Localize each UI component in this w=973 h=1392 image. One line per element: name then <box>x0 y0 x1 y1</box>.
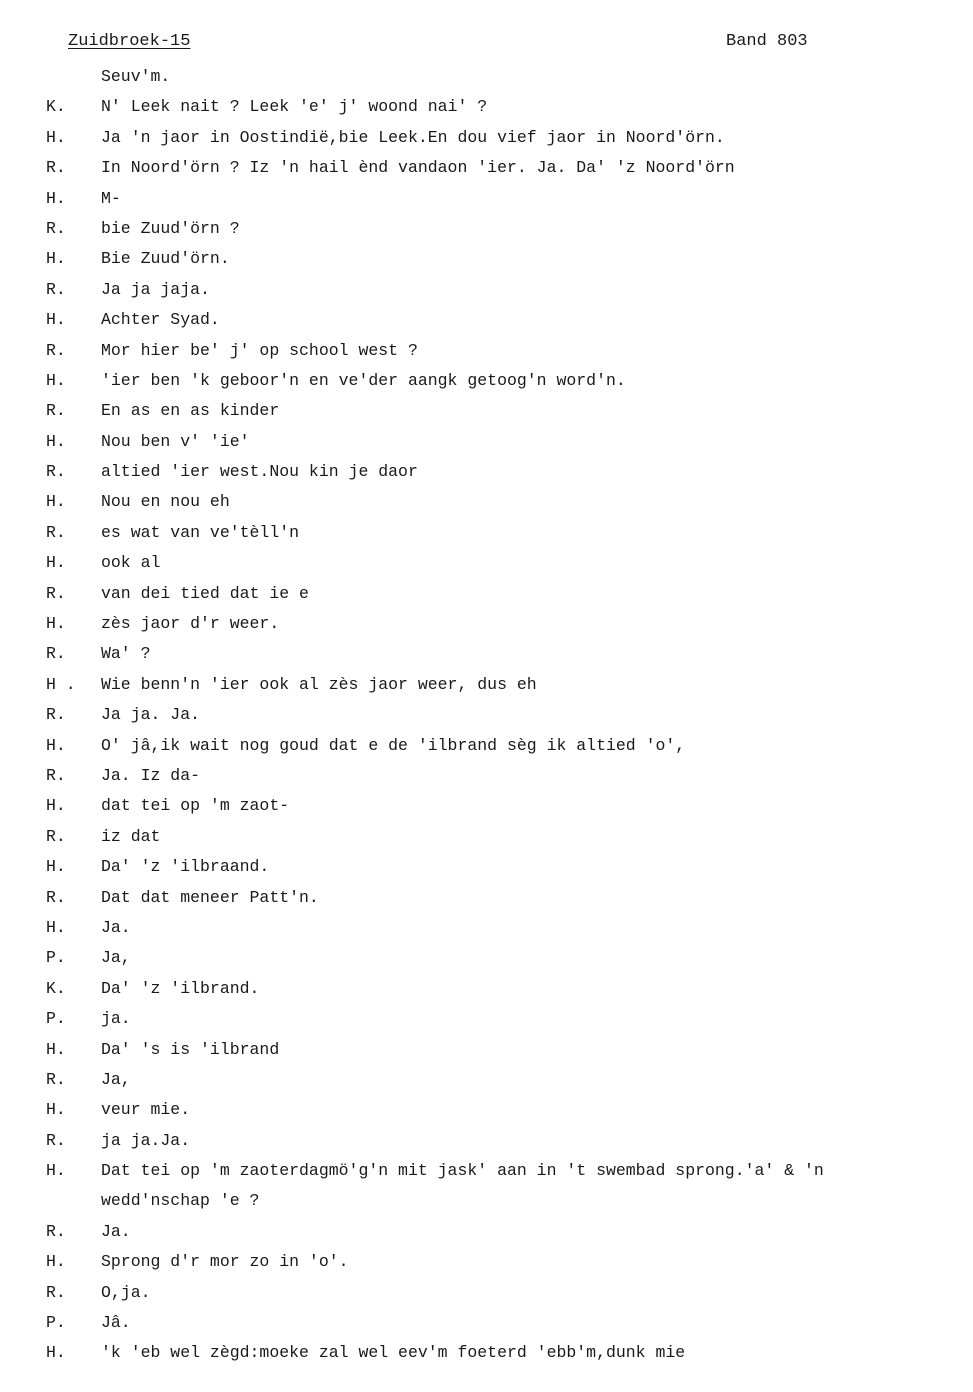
utterance-text: wedd'nschap 'e ? <box>101 1191 260 1211</box>
transcript-line <box>0 822 973 852</box>
transcript-line <box>0 153 973 183</box>
utterance-text: Dat dat meneer Patt'n. <box>101 887 319 907</box>
speaker-label: R. <box>46 826 66 846</box>
transcript-line <box>0 366 973 396</box>
transcript-line <box>0 1065 973 1095</box>
speaker-label: R. <box>46 887 66 907</box>
transcript-line <box>0 305 973 335</box>
transcript-line <box>0 214 973 244</box>
transcript-line <box>0 184 973 214</box>
speaker-label: H. <box>46 917 66 937</box>
speaker-label: H. <box>46 310 66 330</box>
utterance-text: es wat van ve'tèll'n <box>101 522 300 542</box>
utterance-text: Ja ja jaja. <box>101 279 210 299</box>
utterance-text: Achter Syad. <box>101 310 220 330</box>
transcript-line <box>0 427 973 457</box>
speaker-label: R. <box>46 1069 66 1089</box>
speaker-label: R. <box>46 462 66 482</box>
transcript-line <box>0 639 973 669</box>
transcript-line <box>0 974 973 1004</box>
utterance-text: ook al <box>101 553 161 573</box>
utterance-text: Nou ben v' 'ie' <box>101 431 250 451</box>
speaker-label: R. <box>46 765 66 785</box>
speaker-label: H. <box>46 796 66 816</box>
transcript-line <box>0 1126 973 1156</box>
speaker-label: H. <box>46 857 66 877</box>
speaker-label: H . <box>46 674 76 694</box>
transcript-line <box>0 336 973 366</box>
utterance-text: Ja, <box>101 948 131 968</box>
speaker-label: R. <box>46 401 66 421</box>
utterance-text: Ja ja. Ja. <box>101 705 201 725</box>
speaker-label: R. <box>46 279 66 299</box>
speaker-label: H. <box>46 1100 66 1120</box>
speaker-label: R. <box>46 158 66 178</box>
transcript-line <box>0 609 973 639</box>
utterance-text: zès jaor d'r weer. <box>101 614 280 634</box>
speaker-label: H. <box>46 614 66 634</box>
transcript-line <box>0 548 973 578</box>
speaker-label: R. <box>46 522 66 542</box>
utterance-text: Ja. <box>101 1221 131 1241</box>
utterance-text: Wie benn'n 'ier ook al zès jaor weer, dus eh <box>101 674 537 694</box>
utterance-text: Ja, <box>101 1069 131 1089</box>
utterance-text: Mor hier be' j' op school west ? <box>101 340 418 360</box>
speaker-label: P. <box>46 1009 66 1029</box>
speaker-label: H. <box>46 127 66 147</box>
transcript-line <box>0 62 973 92</box>
transcript <box>0 62 973 1369</box>
utterance-text: Bie Zuud'örn. <box>101 249 230 269</box>
transcript-line <box>0 852 973 882</box>
transcript-line <box>0 913 973 943</box>
utterance-text: Jâ. <box>101 1313 131 1333</box>
transcript-line <box>0 1035 973 1065</box>
utterance-text: Wa' ? <box>101 644 151 664</box>
transcript-line <box>0 1156 973 1186</box>
speaker-label: H. <box>46 1343 66 1363</box>
transcript-line <box>0 1004 973 1034</box>
transcript-line <box>0 123 973 153</box>
transcript-line <box>0 579 973 609</box>
band-number: Band 803 <box>726 32 808 51</box>
speaker-label: P. <box>46 1313 66 1333</box>
utterance-text: O,ja. <box>101 1282 151 1302</box>
speaker-label: H. <box>46 431 66 451</box>
transcript-line <box>0 943 973 973</box>
transcript-line <box>0 761 973 791</box>
speaker-label: K. <box>46 97 66 117</box>
utterance-text: veur mie. <box>101 1100 191 1120</box>
speaker-label: K. <box>46 978 66 998</box>
utterance-text: O' jâ,ik wait nog goud dat e de 'ilbrand sèg ik altied 'o', <box>101 735 686 755</box>
transcript-line <box>0 1308 973 1338</box>
utterance-text: Sprong d'r mor zo in 'o'. <box>101 1252 349 1272</box>
speaker-label: R. <box>46 705 66 725</box>
speaker-label: P. <box>46 948 66 968</box>
utterance-text: Seuv'm. <box>101 67 171 86</box>
utterance-text: Ja. <box>101 917 131 937</box>
transcript-line <box>0 1247 973 1277</box>
speaker-label: R. <box>46 644 66 664</box>
utterance-text: iz dat <box>101 826 161 846</box>
transcript-line <box>0 700 973 730</box>
transcript-line <box>0 275 973 305</box>
transcript-line <box>0 396 973 426</box>
transcript-line <box>0 518 973 548</box>
speaker-label: R. <box>46 583 66 603</box>
speaker-label: R. <box>46 340 66 360</box>
speaker-label: R. <box>46 1221 66 1241</box>
document-title: Zuidbroek-15 <box>68 32 191 51</box>
transcript-line <box>0 1186 973 1216</box>
speaker-label: H. <box>46 370 66 390</box>
page-header <box>0 32 973 60</box>
transcript-line <box>0 1338 973 1368</box>
transcript-line <box>0 92 973 122</box>
speaker-label: H. <box>46 1039 66 1059</box>
utterance-text: altied 'ier west.Nou kin je daor <box>101 462 418 482</box>
utterance-text: In Noord'örn ? Iz 'n hail ènd vandaon 'ier. Ja. Da' 'z Noord'örn <box>101 158 735 178</box>
transcript-line <box>0 731 973 761</box>
speaker-label: H. <box>46 492 66 512</box>
utterance-text: van dei tied dat ie e <box>101 583 309 603</box>
speaker-label: H. <box>46 1252 66 1272</box>
transcript-line <box>0 883 973 913</box>
transcript-line <box>0 791 973 821</box>
transcript-line <box>0 487 973 517</box>
utterance-text: Da' 's is 'ilbrand <box>101 1039 280 1059</box>
transcript-line <box>0 1095 973 1125</box>
utterance-text: En as en as kinder <box>101 401 280 421</box>
speaker-label: R. <box>46 1282 66 1302</box>
transcript-line <box>0 670 973 700</box>
utterance-text: Ja 'n jaor in Oostindië,bie Leek.En dou vief jaor in Noord'örn. <box>101 127 725 147</box>
utterance-text: Da' 'z 'ilbraand. <box>101 857 270 877</box>
utterance-text: Nou en nou eh <box>101 492 230 512</box>
transcript-line <box>0 1278 973 1308</box>
utterance-text: N' Leek nait ? Leek 'e' j' woond nai' ? <box>101 97 488 117</box>
utterance-text: bie Zuud'örn ? <box>101 218 240 238</box>
utterance-text: Ja. Iz da- <box>101 765 201 785</box>
utterance-text: dat tei op 'm zaot- <box>101 796 290 816</box>
speaker-label: R. <box>46 1130 66 1150</box>
utterance-text: ja. <box>101 1009 131 1029</box>
speaker-label: R. <box>46 218 66 238</box>
speaker-label: H. <box>46 188 66 208</box>
transcript-line <box>0 457 973 487</box>
utterance-text: Dat tei op 'm zaoterdagmö'g'n mit jask' aan in 't swembad sprong.'a' & 'n <box>101 1161 824 1181</box>
transcript-line <box>0 1217 973 1247</box>
utterance-text: 'k 'eb wel zègd:moeke zal wel eev'm foeterd 'ebb'm,dunk mie <box>101 1343 686 1363</box>
transcript-line <box>0 244 973 274</box>
speaker-label: H. <box>46 553 66 573</box>
utterance-text: M- <box>101 188 121 208</box>
speaker-label: H. <box>46 735 66 755</box>
utterance-text: ja ja.Ja. <box>101 1130 191 1150</box>
utterance-text: Da' 'z 'ilbrand. <box>101 978 260 998</box>
speaker-label: H. <box>46 1161 66 1181</box>
speaker-label: H. <box>46 249 66 269</box>
utterance-text: 'ier ben 'k geboor'n en ve'der aangk getoog'n word'n. <box>101 370 626 390</box>
